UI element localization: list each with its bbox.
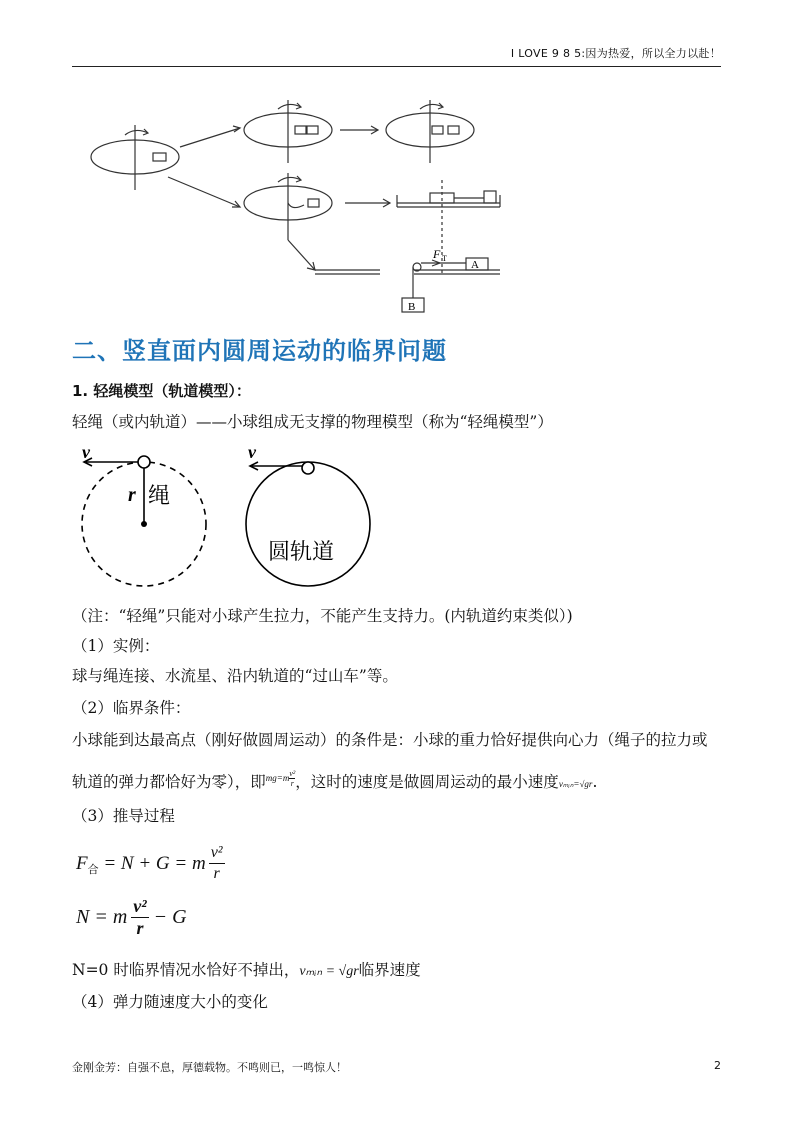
equation-2: N = m v² r − G — [76, 896, 187, 938]
item3-title: （3）推导过程 — [72, 807, 175, 825]
critical-line: N=0 时临界情况水恰好不掉出，vₘᵢₙ = √gr临界速度 — [72, 961, 421, 979]
left-velocity-label: v — [82, 442, 90, 462]
item2-text-line1: 小球能到达最高点（刚好做圆周运动）的条件是：小球的重力恰好提供向心力（绳子的拉力或 — [72, 731, 708, 749]
intro-text: 轻绳（或内轨道）——小球组成无支撑的物理模型（称为“轻绳模型”） — [72, 413, 553, 431]
header-text: I LOVE 9 8 5:因为热爱，所以全力以赴！ — [510, 47, 721, 60]
rope-model-diagram — [72, 438, 392, 598]
radius-label: r — [128, 484, 136, 506]
item2-text-part-a: 轨道的弹力都恰好为零），即 — [72, 773, 266, 791]
block-a-label: A — [471, 259, 479, 271]
section-title: 二、竖直面内圆周运动的临界问题 — [72, 337, 447, 365]
item4-title: （4）弹力随速度大小的变化 — [72, 993, 268, 1011]
footer-text: 金刚金芳：自强不息，厚德载物。不鸣则已，一鸣惊人！ — [72, 1061, 347, 1074]
item2-text-line2: 轨道的弹力都恰好为零），即$^{mg=m \frac{\text{v²}}{r}}$ ，这时的速度是做圆周运动的最小速度vₘᵢₙ=√gr. — [72, 769, 598, 791]
item1-title: （1）实例： — [72, 637, 160, 655]
inline-formula-mg: mg=m v² r — [265, 769, 296, 789]
track-label: 圆轨道 — [268, 540, 335, 565]
critical-velocity-formula: vₘᵢₙ = √gr — [299, 964, 359, 979]
subsection-title: 1. 轻绳模型（轨道模型）： — [72, 382, 251, 400]
right-velocity-label: v — [248, 442, 256, 462]
inline-formula-vmin: vₘᵢₙ=√gr — [558, 779, 593, 789]
force-ft-label: F — [433, 247, 441, 261]
note-text: （注：“轻绳”只能对小球产生拉力，不能产生支持力。(内轨道约束类似）) — [72, 607, 573, 625]
item2-title: （2）临界条件： — [72, 699, 191, 717]
rope-label: 绳 — [148, 484, 171, 509]
rotating-disc-diagram — [80, 95, 520, 315]
header-divider — [72, 66, 721, 67]
force-ft-subscript: T — [442, 254, 447, 263]
item2-text-part-b: ，这时的速度是做圆周运动的最小速度 — [295, 773, 559, 791]
block-b-label: B — [408, 301, 416, 313]
item1-text: 球与绳连接、水流星、沿内轨道的“过山车”等。 — [72, 667, 398, 685]
equation-1: F 合 = N + G = m v² r — [76, 844, 223, 882]
page-number: 2 — [714, 1059, 721, 1072]
